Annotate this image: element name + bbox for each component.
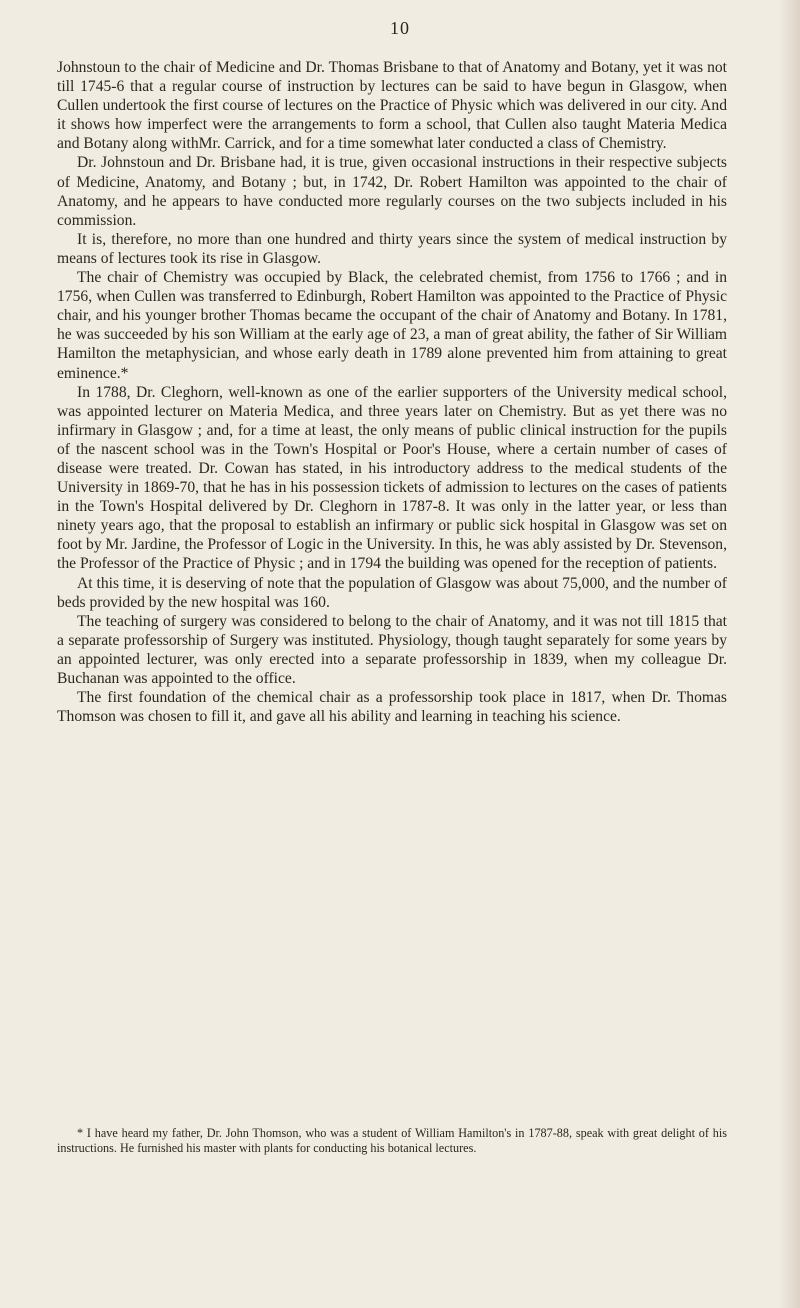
binding-edge-shadow <box>778 0 800 1308</box>
footnote-text: * I have heard my father, Dr. John Thomson, who was a student of William Hamilton's in 1787-88, speak with great delight of his instructions. He furnished his master with plants for conducting his botanical lectures. <box>57 1126 727 1155</box>
paragraph-6: At this time, it is deserving of note that the population of Glasgow was about 75,000, and the number of beds provided by the new hospital was 160. <box>57 574 727 611</box>
paragraph-3: It is, therefore, no more than one hundred and thirty years since the system of medical instruction by means of lectures took its rise in Glasgow. <box>57 230 727 267</box>
body-text <box>57 58 727 726</box>
paragraph-2: Dr. Johnstoun and Dr. Brisbane had, it is true, given occasional instructions in their respective subjects of Medicine, Anatomy, and Botany ; but, in 1742, Dr. Robert Hamilton was appointed to the chair of Anatomy, and he appears to have conducted more regularly courses on the two subjects included in his commission. <box>57 154 727 229</box>
paragraph-4: The chair of Chemistry was occupied by Black, the celebrated chemist, from 1756 to 1766 ; and in 1756, when Cullen was transferred to Edinburgh, Robert Hamilton was appointed to the Practice of Physic chair, and his younger brother Thomas became the occupant of the chair of Anatomy and Botany. In 1781, he was succeeded by his son William at the early age of 23, a man of great ability, the father of Sir William Hamilton the metaphysician, and whose early death in 1789 alone prevented him from attaining to great eminence.* <box>57 269 727 382</box>
paragraph-7: The teaching of surgery was considered to belong to the chair of Anatomy, and it was not till 1815 that a separate professorship of Surgery was instituted. Physiology, though taught separately for some years by an appointed lecturer, was only erected into a separate professorship in 1839, when my colleague Dr. Buchanan was appointed to the office. <box>57 612 727 687</box>
page-number: 10 <box>390 18 410 38</box>
paragraph-1: Johnstoun to the chair of Medicine and Dr. Thomas Brisbane to that of Anatomy and Botany, yet it was not till 1745-6 that a regular course of instruction by lectures can be said to have begun in Glasgow, when Cullen undertook the first course of lectures on the Practice of Physic which was delivered in our city. And it shows how imperfect were the arrangements to form a school, that Cullen also taught Materia Medica and Botany along withMr. Carrick, and for a time somewhat later conducted a class of Chemistry. <box>57 59 727 153</box>
paragraph-5: In 1788, Dr. Cleghorn, well-known as one of the earlier supporters of the University medical school, was appointed lecturer on Materia Medica, and three years later on Chemistry. But as yet there was no infirmary in Glasgow ; and, for a time at least, the only means of public clinical instruction for the pupils of the nascent school was in the Town's Hospital or Poor's House, where a certain number of cases of disease were treated. Dr. Cowan has stated, in his introductory address to the medical students of the University in 1869-70, that he has in his possession tickets of admission to lectures on the cases of patients in the Town's Hospital delivered by Dr. Cleghorn in 1787-8. It was only in the latter year, or less than ninety years ago, that the proposal to establish an infirmary or public sick hospital in Glasgow was set on foot by Mr. Jardine, the Professor of Logic in the University. In this, he was ably assisted by Dr. Stevenson, the Professor of the Practice of Physic ; and in 1794 the building was opened for the reception of patients. <box>57 383 727 573</box>
paragraph-8: The first foundation of the chemical chair as a professorship took place in 1817, when Dr. Thomas Thomson was chosen to fill it, and gave all his ability and learning in teaching his science. <box>57 689 727 726</box>
footnote <box>57 1126 727 1155</box>
